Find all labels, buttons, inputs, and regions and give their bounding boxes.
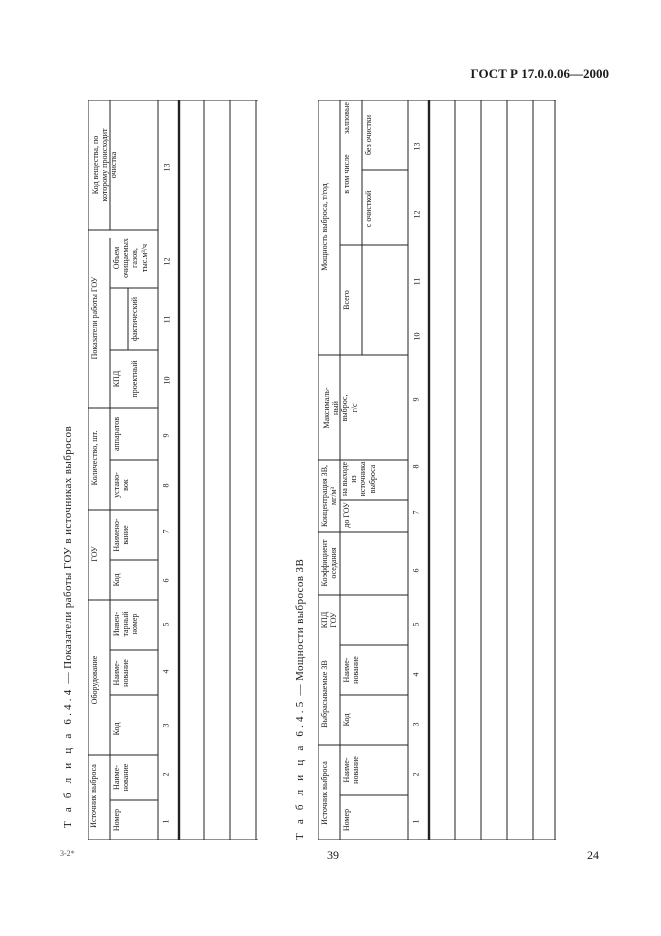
- t644-colnum: 10: [162, 376, 172, 385]
- t644-colnum: 13: [162, 163, 172, 172]
- t645-source-header: Источник выброса: [320, 761, 329, 825]
- t644-perf-header: Показатели работы ГОУ: [90, 276, 99, 360]
- t645-colnum: 7: [411, 510, 421, 515]
- table-644: [88, 100, 258, 840]
- t644-gou-name-header: Наимено- вание: [112, 518, 131, 552]
- t645-with-clean-header: с очисткой: [364, 190, 373, 228]
- standard-code: ГОСТ Р 17.0.0.06—2000: [470, 66, 609, 81]
- t644-colnum: 2: [161, 772, 171, 777]
- table-645-caption: [294, 559, 306, 840]
- t645-colnum: 10: [412, 332, 422, 341]
- t644-source-header: Источник выброса: [89, 764, 98, 828]
- t645-colnum: 12: [412, 210, 422, 219]
- t644-colnum: 11: [162, 315, 172, 324]
- t645-colnum: 9: [411, 397, 421, 402]
- t644-equipment-header: Оборудование: [90, 655, 99, 705]
- t644-equip-code-header: Код: [112, 722, 121, 736]
- t645-conc-exit-header: на выходе из источника выброса: [340, 461, 377, 497]
- table-645-caption-lead: Т а б л и ц а 6.4.5: [294, 698, 306, 840]
- t645-settling-header: Коэффициент оседания: [320, 539, 339, 587]
- sheet-mark: 3-2*: [60, 849, 75, 858]
- t644-qty-header: Количество, шт.: [90, 430, 99, 486]
- t645-incl-header: в том числе: [342, 154, 351, 194]
- t645-colnum: 5: [411, 622, 421, 627]
- t645-kpd-gou-header: КПД ГОУ: [320, 611, 339, 629]
- table-645-caption-text: — Мощности выбросов ЗВ: [294, 558, 306, 699]
- t644-colnum: 12: [162, 257, 172, 266]
- table-644-caption-text: — Показатели работы ГОУ в источниках выбросов: [62, 425, 74, 687]
- t644-colnum: 7: [161, 529, 171, 534]
- t644-kpd-design-header: проектный: [130, 360, 139, 398]
- t645-no-clean-header: без очистки: [364, 114, 373, 156]
- t645-total-header: Всего: [342, 290, 351, 310]
- t645-pol-name-header: Наиме- нование: [342, 656, 361, 684]
- t645-burst-header: залповые: [342, 102, 351, 134]
- table-645: [318, 100, 556, 840]
- t645-colnum: 6: [411, 568, 421, 573]
- t644-gou-code-header: Код: [112, 573, 121, 587]
- t645-source-number-header: Номер: [342, 808, 351, 832]
- t644-colnum: 5: [161, 622, 171, 627]
- t645-colnum: 2: [411, 772, 421, 777]
- t645-colnum: 1: [411, 819, 421, 824]
- t644-equip-inv-header: Инвен- тарный номер: [112, 611, 140, 637]
- table-644-caption: [62, 426, 74, 828]
- table-644-caption-lead: Т а б л и ц а 6.4.4: [62, 686, 74, 828]
- t644-equip-name-header: Наиме- нование: [112, 659, 131, 687]
- t644-colnum: 6: [161, 578, 171, 583]
- t644-source-number-header: Номер: [112, 808, 121, 832]
- t645-colnum: 3: [411, 722, 421, 727]
- t644-substance-header: Код вещества, по которому происходит очистка: [91, 128, 119, 202]
- t644-qty-inst-header: устано- вок: [112, 472, 131, 498]
- t644-kpd-actual-header: фактический: [130, 296, 139, 342]
- page-number: 24: [587, 848, 599, 862]
- t645-max-header: Максималь- ный выброс, г/с: [322, 387, 359, 429]
- t644-colnum: 1: [161, 819, 171, 824]
- t644-colnum: 4: [161, 669, 171, 674]
- t644-colnum: 3: [161, 723, 171, 728]
- t644-colnum: 9: [161, 433, 171, 438]
- t644-source-name-header: Наиме- нование: [112, 763, 131, 792]
- t644-kpd-header: КПД: [112, 370, 121, 388]
- t645-conc-header: Концентрация ЗВ, мг/м³: [320, 464, 339, 528]
- t644-colnum: 8: [161, 483, 171, 488]
- t645-conc-before-header: до ГОУ: [342, 502, 351, 528]
- t645-colnum: 13: [412, 142, 422, 151]
- t645-pollutants-header: Выбрасываемые ЗВ: [320, 660, 329, 728]
- t644-gou-header: ГОУ: [90, 546, 99, 562]
- signature-number: 39: [327, 848, 339, 862]
- t645-pol-code-header: Код: [342, 713, 351, 727]
- t645-colnum: 4: [411, 672, 421, 677]
- t645-colnum: 8: [411, 464, 421, 469]
- t645-colnum: 11: [412, 277, 422, 286]
- t644-volume-header: Объем очищаемых газов, тыс.м³/ч: [112, 238, 149, 278]
- t645-source-name-header: Наиме- нование: [342, 756, 361, 784]
- t645-power-header: Мощность выброса, т/год: [320, 183, 329, 271]
- t644-qty-app-header: аппаратов: [112, 416, 121, 452]
